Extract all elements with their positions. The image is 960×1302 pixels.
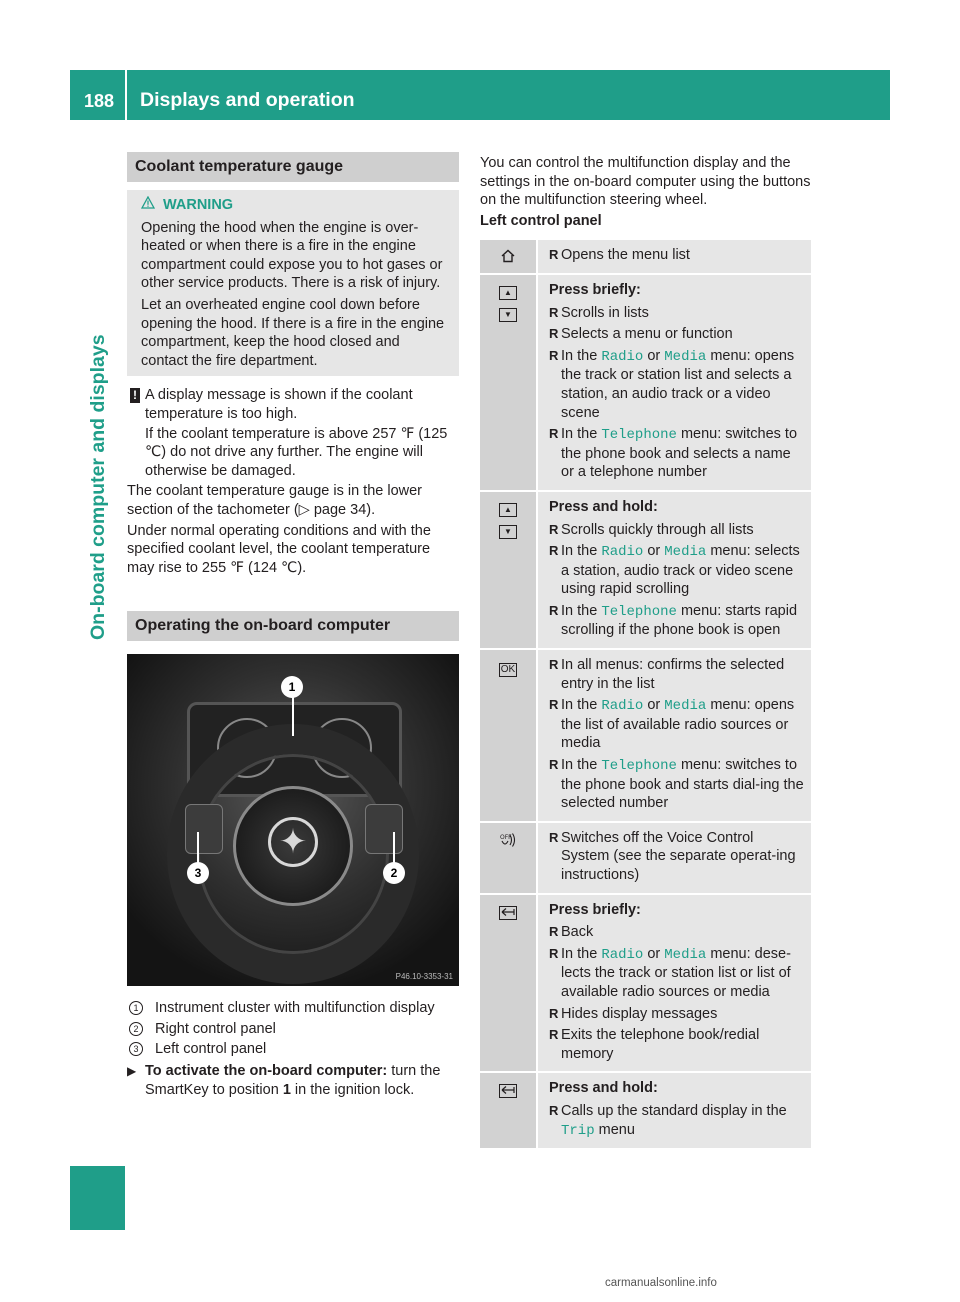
- coolant-para-1: The coolant temperature gauge is in the lower section of the tachometer (▷ page 34).: [127, 483, 423, 518]
- table-row: [480, 648, 811, 821]
- photo-legend: [127, 999, 459, 1059]
- text: In the: [561, 945, 602, 962]
- arrow-down-icon: [499, 308, 517, 322]
- action-arrow-icon: ▶: [127, 1064, 137, 1079]
- list-item: R Back: [549, 923, 805, 942]
- side-tab-label: On-board computer and displays: [87, 334, 109, 640]
- home-icon: [500, 251, 516, 267]
- key-cell: [480, 240, 536, 273]
- legend-marker: 2: [129, 1022, 143, 1036]
- warning-title-text: WARNING: [163, 197, 234, 213]
- text: menu: opens the track or station list and selects a station, an audio track or a video scene: [561, 347, 795, 421]
- menu-media: Media: [664, 946, 707, 963]
- action-step: [127, 1062, 459, 1099]
- legend-text: Left control panel: [155, 1041, 267, 1058]
- note-text-2: If the coolant temperature is above 257 ℉ (125 ℃) do not drive any further. The engine will otherwise be damaged.: [145, 425, 448, 479]
- key-cell: [480, 823, 536, 893]
- legend-marker: 1: [129, 1001, 143, 1015]
- text: or: [643, 543, 665, 560]
- text: In the: [561, 602, 602, 619]
- list-item: R Exits the telephone book/redial memory: [549, 1026, 805, 1063]
- text: or: [643, 697, 665, 714]
- note-text-1: A display message is shown if the coolant temperature is too high.: [145, 387, 413, 422]
- exclamation-icon: !: [130, 388, 140, 403]
- desc-heading: Press and hold:: [549, 1080, 658, 1097]
- list-item: [549, 945, 805, 1002]
- desc-cell: [538, 240, 811, 273]
- warning-title: [141, 196, 449, 215]
- arrow-down-icon: [499, 525, 517, 539]
- action-tail: in the ignition lock.: [290, 1081, 415, 1098]
- left-column: [127, 152, 459, 1099]
- header-divider: [125, 70, 127, 120]
- right-intro: You can control the multifunction display and the settings in the on-board computer using the buttons on the multifunction steering wheel.: [480, 155, 811, 209]
- list-item: [549, 1102, 805, 1140]
- legend-item: [127, 1020, 459, 1039]
- mercedes-star-icon: ✦: [268, 817, 318, 867]
- list-item: [549, 425, 805, 482]
- warning-box: [127, 190, 459, 376]
- menu-radio: Radio: [601, 544, 644, 561]
- action-text: turn the SmartKey to position: [145, 1063, 441, 1098]
- control-table: [480, 240, 811, 1148]
- section-heading-operating: Operating the on-board computer: [127, 611, 459, 641]
- text: Calls up the standard display in the: [561, 1102, 787, 1119]
- steering-wheel-photo: [127, 654, 459, 986]
- text: or: [643, 945, 665, 962]
- text: menu: [594, 1121, 635, 1138]
- desc-cell: [538, 823, 811, 893]
- desc-cell: [538, 492, 811, 648]
- list-item: R Scrolls in lists: [549, 304, 805, 323]
- warning-text-2: Let an overheated engine cool down before opening the hood. If there is a fire in the engine compartment, keep the hood closed and contact the fire department.: [141, 296, 445, 369]
- warning-text-1: Opening the hood when the engine is over-heated or when there is a fire in the engine compartment could expose you to hot gases or other service products. There is a risk of injury.: [141, 219, 443, 292]
- callout-3: 3: [187, 862, 209, 884]
- text: In the: [561, 697, 602, 714]
- ok-icon: OK: [500, 664, 516, 676]
- text: menu: switches to the phone book and selects a name or a telephone number: [561, 426, 798, 481]
- list-item: R In all menus: confirms the selected entry in the list: [549, 656, 805, 693]
- desc-cell: [538, 1073, 811, 1148]
- list-item: [549, 696, 805, 753]
- key-cell: [480, 492, 536, 648]
- list-item: [549, 602, 805, 640]
- list-item: R Opens the menu list: [549, 246, 805, 265]
- action-position: 1: [282, 1081, 291, 1098]
- desc-heading: Press briefly:: [549, 901, 641, 918]
- right-control-pad: [365, 804, 403, 854]
- table-row: [480, 490, 811, 648]
- list-item: [549, 347, 805, 422]
- callout-line-1: [292, 696, 294, 736]
- legend-marker: 3: [129, 1042, 143, 1056]
- key-cell: [480, 275, 536, 490]
- note: [127, 386, 459, 480]
- text: menu: switches to the phone book and starts dial-ing the selected number: [561, 757, 804, 812]
- text: menu: starts rapid scrolling if the phone book is open: [561, 602, 798, 639]
- photo-reference: P46.10-3353-31: [395, 972, 453, 982]
- key-cell: [480, 650, 536, 821]
- legend-text: Right control panel: [155, 1020, 276, 1037]
- back-icon: [499, 906, 517, 920]
- warning-triangle-icon: [141, 196, 157, 215]
- menu-radio: Radio: [601, 946, 644, 963]
- desc-cell: [538, 275, 811, 490]
- page-title: Displays and operation: [140, 89, 355, 111]
- callout-1: 1: [281, 676, 303, 698]
- menu-media: Media: [664, 544, 707, 561]
- menu-radio: Radio: [601, 698, 644, 715]
- menu-media: Media: [664, 698, 707, 715]
- side-tab-block: [70, 1166, 125, 1230]
- arrow-up-icon: [499, 286, 517, 300]
- table-row: [480, 1071, 811, 1148]
- left-control-pad: [185, 804, 223, 854]
- text: In the: [561, 347, 602, 364]
- menu-telephone: Telephone: [601, 603, 677, 620]
- text: or: [643, 347, 665, 364]
- key-cell: [480, 895, 536, 1072]
- section-heading-coolant: Coolant temperature gauge: [127, 152, 459, 182]
- text: menu: opens the list of available radio sources or media: [561, 697, 795, 752]
- menu-trip: Trip: [561, 1122, 595, 1139]
- menu-telephone: Telephone: [601, 758, 677, 775]
- list-item: R Scrolls quickly through all lists: [549, 521, 805, 540]
- menu-telephone: Telephone: [601, 427, 677, 444]
- text: In the: [561, 426, 602, 443]
- table-heading: Left control panel: [480, 212, 602, 229]
- desc-heading: Press and hold:: [549, 498, 658, 515]
- callout-2: 2: [383, 862, 405, 884]
- desc-cell: [538, 650, 811, 821]
- desc-heading: Press briefly:: [549, 281, 641, 298]
- desc-cell: [538, 895, 811, 1072]
- legend-text: Instrument cluster with multifunction display: [155, 1000, 435, 1017]
- table-row: [480, 240, 811, 273]
- text: menu: selects a station, audio track or video scene using rapid scrolling: [561, 543, 800, 598]
- legend-item: [127, 999, 459, 1018]
- list-item: [549, 542, 805, 599]
- arrow-up-icon: [499, 503, 517, 517]
- table-row: [480, 821, 811, 893]
- list-item: R Hides display messages: [549, 1005, 805, 1024]
- text: In the: [561, 543, 602, 560]
- menu-media: Media: [664, 348, 707, 365]
- text: In the: [561, 757, 602, 774]
- text: menu: dese-lects the track or station list or list of available radio sources or media: [561, 945, 791, 1000]
- list-item: [549, 756, 805, 813]
- list-item: R Selects a menu or function: [549, 325, 805, 344]
- page-number: 188: [84, 91, 115, 111]
- right-column: [480, 154, 811, 1148]
- table-row: [480, 893, 811, 1072]
- back-icon: [499, 1084, 517, 1098]
- watermark: carmanualsonline.info: [605, 1277, 717, 1289]
- list-item: R Switches off the Voice Control System (see the separate operat-ing instructions): [549, 829, 805, 885]
- key-cell: [480, 1073, 536, 1148]
- menu-radio: Radio: [601, 348, 644, 365]
- action-bold: To activate the on-board computer:: [145, 1063, 388, 1080]
- legend-item: [127, 1040, 459, 1059]
- coolant-para-2: Under normal operating conditions and with the specified coolant level, the coolant temperature may rise to 255 ℉ (124 ℃).: [127, 522, 431, 576]
- svg-text:OFF: OFF: [500, 833, 512, 841]
- voice-off-icon: [499, 833, 517, 852]
- table-row: [480, 273, 811, 490]
